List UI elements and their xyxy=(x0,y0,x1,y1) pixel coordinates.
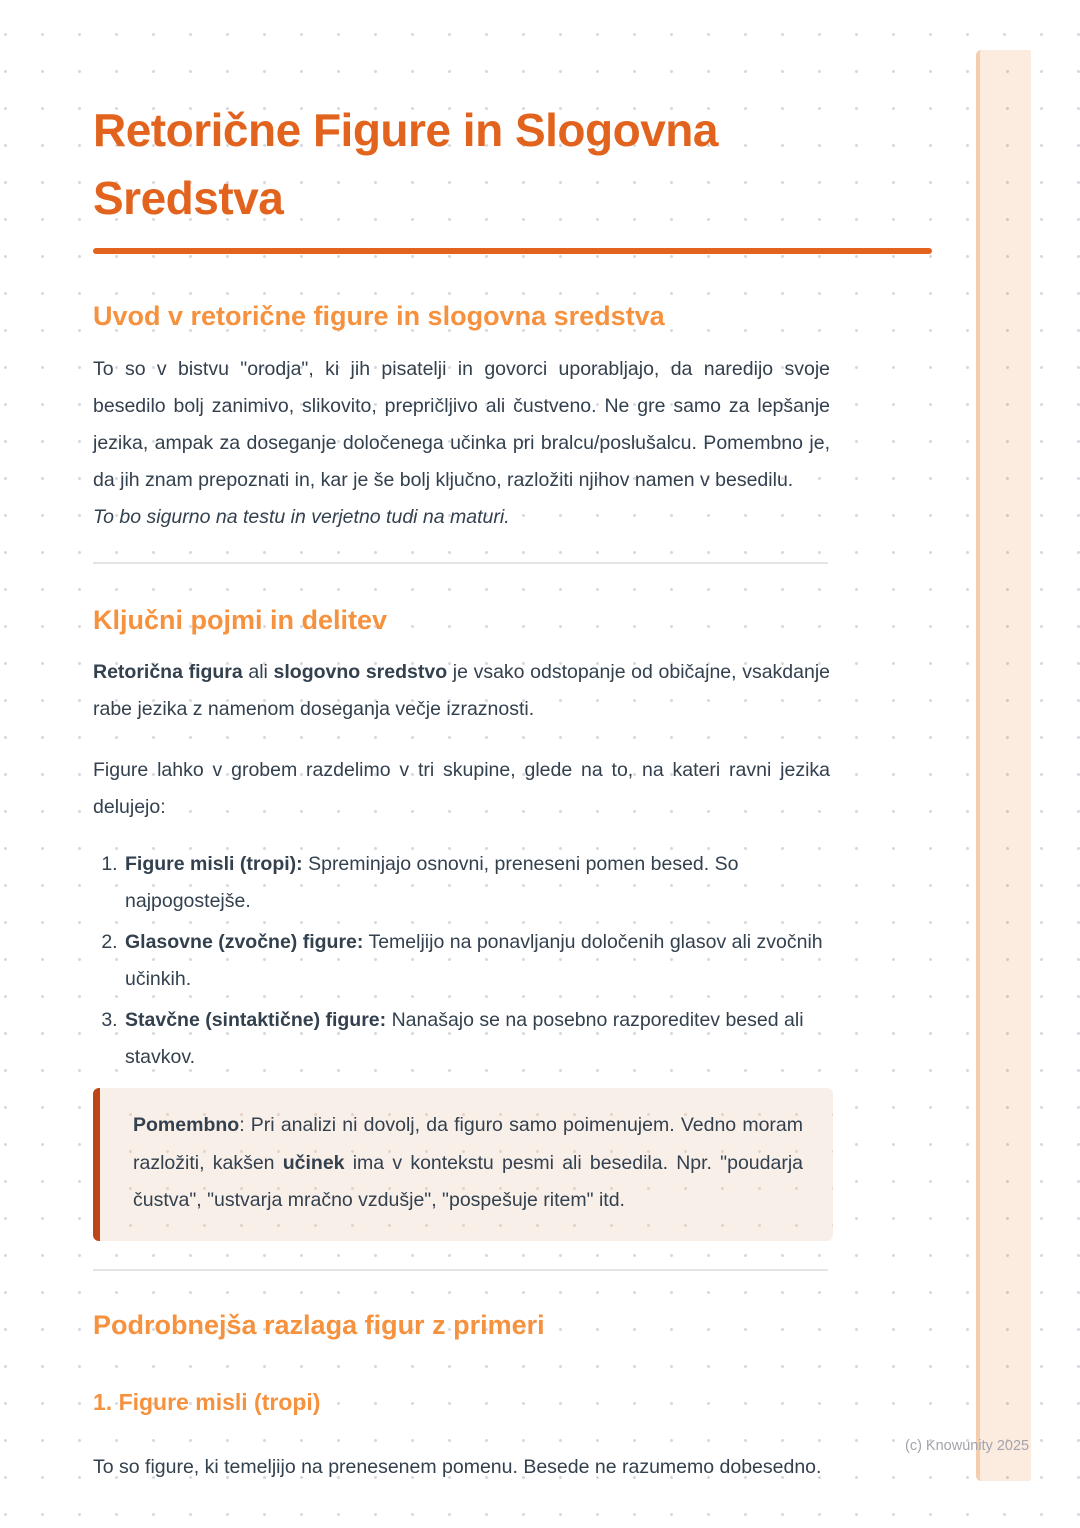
intro-italic-note: To bo sigurno na testu in verjetno tudi na maturi. xyxy=(93,506,510,528)
important-callout xyxy=(93,1088,833,1241)
section-heading-key-concepts: Ključni pojmi in delitev xyxy=(93,605,388,635)
document-content xyxy=(93,0,830,1486)
subsection-heading-tropi: 1. Figure misli (tropi) xyxy=(93,1388,321,1415)
list-item-label: Stavčne (sintaktične) figure: xyxy=(125,1009,387,1031)
section-divider xyxy=(93,1269,828,1271)
definition-paragraph: Retorična figura ali slogovno sredstvo je vsako odstopanje od običajne, vsakdanje rabe jezika z namenom doseganja večje izraznosti. xyxy=(93,661,831,720)
grouping-intro-paragraph: Figure lahko v grobem razdelimo v tri skupine, glede na to, na kateri ravni jezika delujejo: xyxy=(93,759,830,818)
section-heading-intro: Uvod v retorične figure in slogovna sredstva xyxy=(93,301,665,331)
section-heading-detailed: Podrobnejša razlaga figur z primeri xyxy=(93,1309,545,1340)
decorative-side-strip xyxy=(976,50,1031,1481)
figure-groups-list xyxy=(93,846,830,1076)
copyright-watermark: (c) Knowunity 2025 xyxy=(905,1438,1030,1454)
important-callout-text: Pomembno: Pri analizi ni dovolj, da figuro samo poimenujem. Vedno moram razložiti, kakšen učinek ima v kontekstu pesmi ali besedila. Npr. "poudarja čustva", "ustvarja mračno vzdušje", "pospešuje ritem" itd. xyxy=(133,1114,803,1211)
list-item-text: Nanašajo se na posebno razporeditev besed ali stavkov. xyxy=(125,1009,804,1068)
title-underline-rule xyxy=(93,248,932,254)
list-item-text: Spreminjajo osnovni, preneseni pomen besed. So najpogostejše. xyxy=(125,853,739,912)
page-title: Retorične Figure in Slogovna Sredstva xyxy=(93,104,718,224)
intro-paragraph: To so v bistvu "orodja", ki jih pisatelji in govorci uporabljajo, da naredijo svoje besedilo bolj zanimivo, slikovito, prepričljivo ali čustveno. Ne gre samo za lepšanje jezika, ampak za doseganje določenega učinka pri bralcu/poslušalcu. Pomembno je, da jih znam prepoznati in, kar je še bolj ključno, razložiti njihov namen v besedilu. xyxy=(93,358,830,491)
list-item xyxy=(123,924,830,998)
detailed-paragraph: To so figure, ki temeljijo na prenesenem pomenu. Besede ne razumemo dobesedno. xyxy=(93,1455,822,1478)
section-divider xyxy=(93,562,828,564)
list-item xyxy=(123,1002,830,1076)
list-item-label: Figure misli (tropi): xyxy=(125,853,303,875)
list-item-label: Glasovne (zvočne) figure: xyxy=(125,931,364,953)
list-item-text: Temeljijo na ponavljanju določenih glasov ali zvočnih učinkih. xyxy=(125,931,823,990)
list-item xyxy=(123,846,830,920)
